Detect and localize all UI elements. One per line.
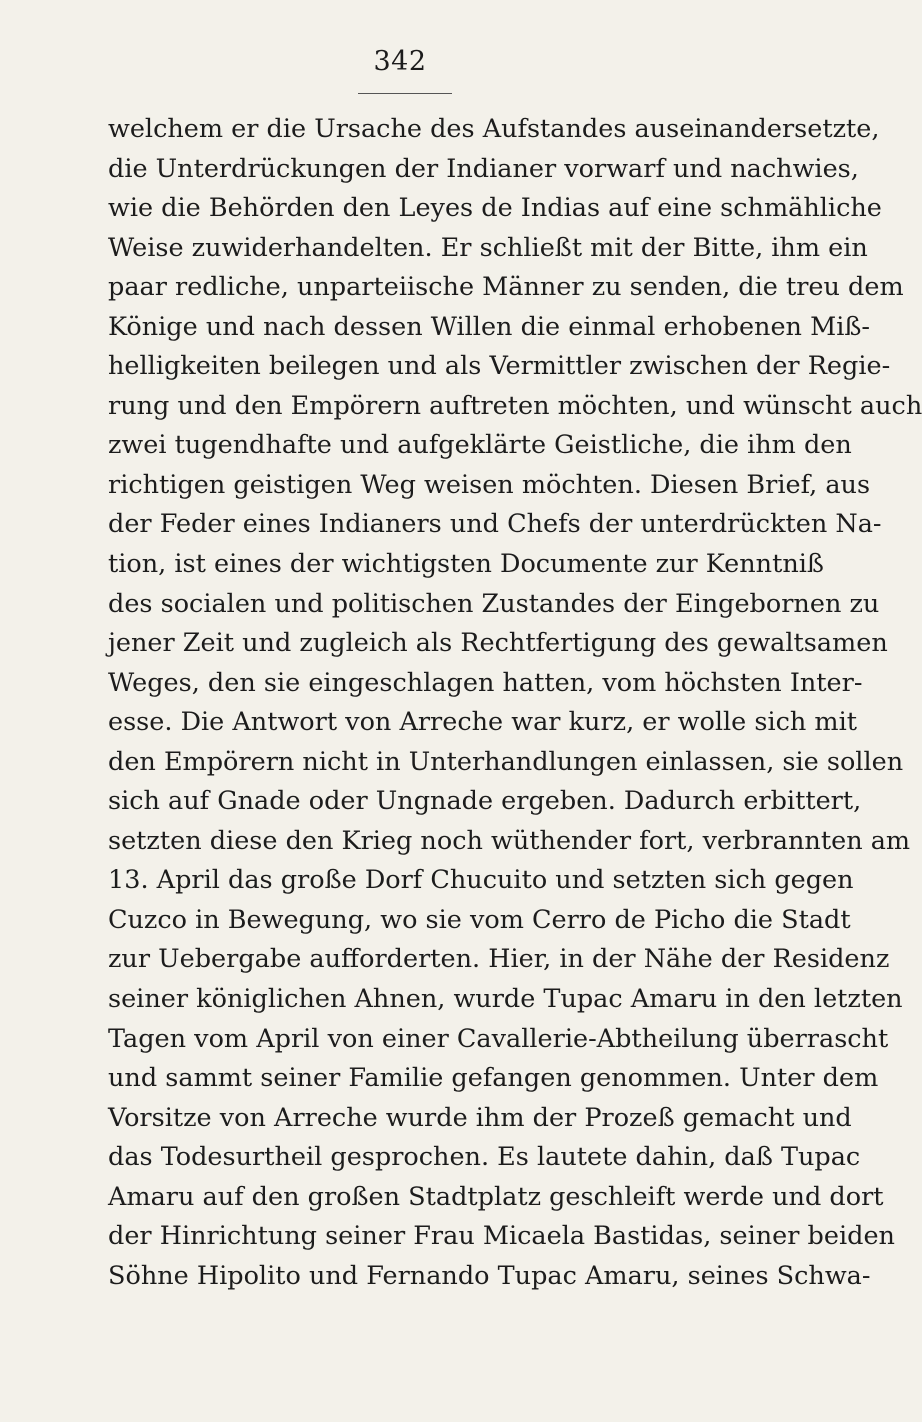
- text-line: esse. Die Antwort von Arreche war kurz, er wolle sich mit: [108, 707, 857, 738]
- text-line: 13. April das große Dorf Chucuito und setzten sich gegen: [108, 865, 854, 896]
- page-number: 342: [373, 46, 427, 77]
- text-line: Vorsitze von Arreche wurde ihm der Prozeß gemacht und: [108, 1102, 852, 1133]
- text-line: helligkeiten beilegen und als Vermittler zwischen der Regie-: [108, 351, 891, 382]
- text-line: Weges, den sie eingeschlagen hatten, vom höchsten Inter-: [108, 667, 863, 698]
- text-line: zwei tugendhafte und aufgeklärte Geistliche, die ihm den: [108, 430, 852, 461]
- text-line: zur Uebergabe aufforderten. Hier, in der Nähe der Residenz: [108, 944, 890, 975]
- text-line: der Hinrichtung seiner Frau Micaela Bastidas, seiner beiden: [108, 1221, 895, 1252]
- text-line: welchem er die Ursache des Aufstandes auseinandersetzte,: [108, 114, 880, 144]
- text-line: den Empörern nicht in Unterhandlungen einlassen, sie sollen: [108, 746, 904, 777]
- text-line: paar redliche, unparteiische Männer zu senden, die treu dem: [108, 272, 904, 303]
- text-line: das Todesurtheil gesprochen. Es lautete dahin, daß Tupac: [108, 1142, 861, 1173]
- page-number-rule: [358, 93, 452, 94]
- text-line: und sammt seiner Familie gefangen genommen. Unter dem: [108, 1063, 879, 1094]
- text-line: richtigen geistigen Weg weisen möchten. Diesen Brief, aus: [108, 469, 871, 500]
- text-line: sich auf Gnade oder Ungnade ergeben. Dadurch erbittert,: [108, 786, 862, 817]
- text-line: Cuzco in Bewegung, wo sie vom Cerro de Picho die Stadt: [108, 904, 851, 935]
- text-line: setzten diese den Krieg noch wüthender fort, verbrannten am: [108, 825, 911, 856]
- text-line: Amaru auf den großen Stadtplatz geschleift werde und dort: [108, 1181, 884, 1212]
- text-line: der Feder eines Indianers und Chefs der unterdrückten Na-: [108, 509, 882, 540]
- text-line: die Unterdrückungen der Indianer vorwarf und nachwies,: [108, 153, 859, 184]
- body-text: [108, 110, 922, 1296]
- text-line: jener Zeit und zugleich als Rechtfertigung des gewaltsamen: [108, 628, 888, 659]
- text-line: wie die Behörden den Leyes de Indias auf eine schmähliche: [108, 193, 882, 224]
- text-line: des socialen und politischen Zustandes der Eingebornen zu: [108, 588, 880, 619]
- text-line: Söhne Hipolito und Fernando Tupac Amaru, seines Schwa-: [108, 1260, 871, 1291]
- text-line: Tagen vom April von einer Cavallerie-Abtheilung überrascht: [108, 1023, 889, 1054]
- text-line: rung und den Empörern auftreten möchten, und wünscht auch: [108, 390, 922, 421]
- text-line: tion, ist eines der wichtigsten Documente zur Kenntniß: [108, 549, 824, 580]
- text-line: Weise zuwiderhandelten. Er schließt mit der Bitte, ihm ein: [108, 232, 868, 263]
- text-line: seiner königlichen Ahnen, wurde Tupac Amaru in den letzten: [108, 984, 903, 1015]
- text-line: Könige und nach dessen Willen die einmal erhobenen Miß-: [108, 311, 870, 342]
